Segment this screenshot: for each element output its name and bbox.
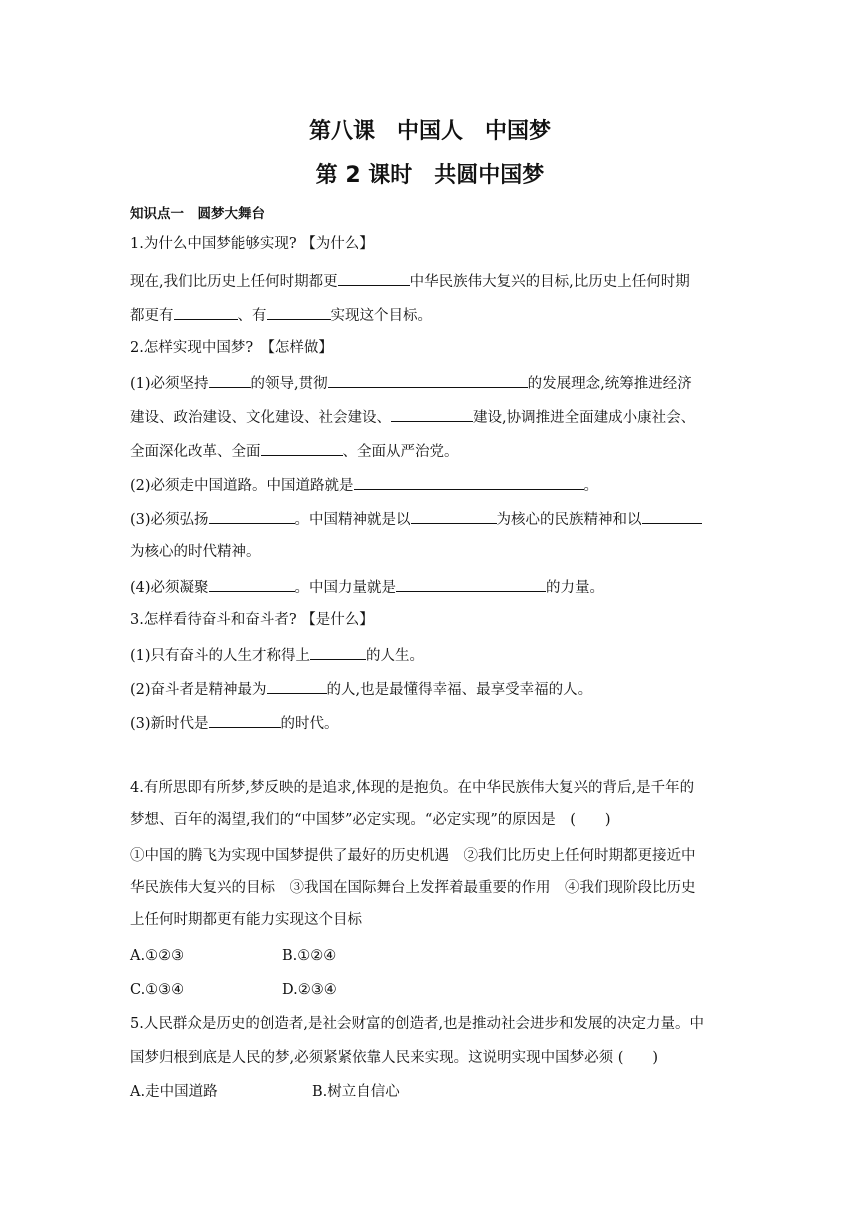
q2-text: 的力量。	[546, 580, 605, 596]
q2-text: 建设,协调推进全面建成小康社会、	[473, 410, 696, 426]
q4-option-d[interactable]: D.②③④	[282, 982, 337, 998]
q1-text: 实现这个目标。	[330, 308, 432, 324]
section-heading: 知识点一 圆梦大舞台	[130, 206, 265, 222]
fill-blank[interactable]	[174, 304, 238, 320]
fill-blank[interactable]	[261, 440, 343, 456]
fill-blank[interactable]	[642, 508, 702, 524]
q4-option-c[interactable]: C.①③④	[130, 982, 185, 998]
q4-option-b[interactable]: B.①②④	[282, 948, 337, 964]
q3-text: (3)新时代是	[130, 716, 209, 732]
fill-blank[interactable]	[310, 644, 366, 660]
q1-text: 都更有	[130, 308, 174, 324]
q4-statements: ①中国的腾飞为实现中国梦提供了最好的历史机遇 ②我们比历史上任何时期都更接近中	[130, 848, 696, 864]
fill-blank[interactable]	[267, 678, 327, 694]
q1-text: 现在,我们比历史上任何时期都更	[130, 274, 338, 290]
q2-text: 建设、政治建设、文化建设、社会建设、	[130, 410, 391, 426]
q5-options-row-1	[130, 1082, 400, 1102]
q2-text: 、全面从严治党。	[342, 444, 459, 460]
q3-heading: 3.怎样看待奋斗和奋斗者? 【是什么】	[130, 612, 374, 628]
q5-option-a[interactable]: A.走中国道路	[130, 1084, 218, 1100]
q2-text: (3)必须弘扬	[130, 512, 209, 528]
q4-stem: 4.有所思即有所梦,梦反映的是追求,体现的是抱负。在中华民族伟大复兴的背后,是千年的	[130, 780, 695, 796]
fill-blank[interactable]	[267, 304, 331, 320]
fill-blank[interactable]	[209, 508, 295, 524]
q3-text: (1)只有奋斗的人生才称得上	[130, 648, 311, 664]
q4-stem: 梦想、百年的渴望,我们的“中国梦”必定实现。“必定实现”的原因是 ( )	[130, 812, 611, 828]
q2-point-3-cont: 为核心的时代精神。	[130, 544, 261, 560]
q2-text: 。	[583, 478, 599, 494]
q2-point-1-end	[130, 440, 459, 462]
fill-blank[interactable]	[328, 372, 528, 388]
fill-blank[interactable]	[391, 406, 473, 422]
lesson-subtitle: 第 2 课时 共圆中国梦	[315, 163, 545, 188]
q3-point-2	[130, 678, 592, 700]
q3-text: 的人生。	[366, 648, 425, 664]
q1-line-2	[130, 304, 432, 326]
q3-point-3	[130, 712, 339, 734]
fill-blank[interactable]	[396, 576, 546, 592]
q2-text: 全面深化改革、全面	[130, 444, 261, 460]
lesson-title: 第八课 中国人 中国梦	[308, 119, 551, 144]
q4-options-row-1	[130, 946, 337, 966]
fill-blank[interactable]	[338, 270, 410, 286]
q5-option-b[interactable]: B.树立自信心	[312, 1084, 400, 1100]
q3-text: 的人,也是最懂得幸福、最享受幸福的人。	[326, 682, 593, 698]
q4-statements: 上任何时期都更有能力实现这个目标	[130, 912, 362, 928]
q2-text: 的发展理念,统筹推进经济	[527, 376, 692, 392]
fill-blank[interactable]	[354, 474, 584, 490]
fill-blank[interactable]	[209, 372, 251, 388]
fill-blank[interactable]	[411, 508, 497, 524]
q2-text: 的领导,贯彻	[250, 376, 328, 392]
q1-text: 中华民族伟大复兴的目标,比历史上任何时期	[409, 274, 690, 290]
q2-point-4	[130, 576, 604, 598]
q3-text: (2)奋斗者是精神最为	[130, 682, 267, 698]
q4-options-row-2	[130, 980, 337, 1000]
q1-heading: 1.为什么中国梦能够实现? 【为什么】	[130, 236, 374, 252]
q2-point-3	[130, 508, 702, 530]
q2-text: 。中国精神就是以	[294, 512, 411, 528]
q1-text: 、有	[237, 308, 267, 324]
q2-text: (4)必须凝聚	[130, 580, 209, 596]
q2-text: (2)必须走中国道路。中国道路就是	[130, 478, 354, 494]
q1-line-1	[130, 270, 690, 292]
q5-stem: 国梦归根到底是人民的梦,必须紧紧依靠人民来实现。这说明实现中国梦必须 ( )	[130, 1050, 659, 1066]
q2-text: (1)必须坚持	[130, 376, 209, 392]
q3-text: 的时代。	[280, 716, 339, 732]
q2-point-1-cont	[130, 406, 695, 428]
q2-text: 。中国力量就是	[294, 580, 397, 596]
fill-blank[interactable]	[209, 576, 295, 592]
q2-heading: 2.怎样实现中国梦? 【怎样做】	[130, 340, 333, 356]
fill-blank[interactable]	[209, 712, 281, 728]
q4-option-a[interactable]: A.①②③	[130, 948, 185, 964]
q3-point-1	[130, 644, 424, 666]
q2-point-1	[130, 372, 692, 394]
q2-point-2	[130, 474, 598, 496]
q5-stem: 5.人民群众是历史的创造者,是社会财富的创造者,也是推动社会进步和发展的决定力量。中	[130, 1016, 705, 1032]
q4-statements: 华民族伟大复兴的目标 ③我国在国际舞台上发挥着最重要的作用 ④我们现阶段比历史	[130, 880, 696, 896]
q2-text: 为核心的民族精神和以	[496, 512, 642, 528]
